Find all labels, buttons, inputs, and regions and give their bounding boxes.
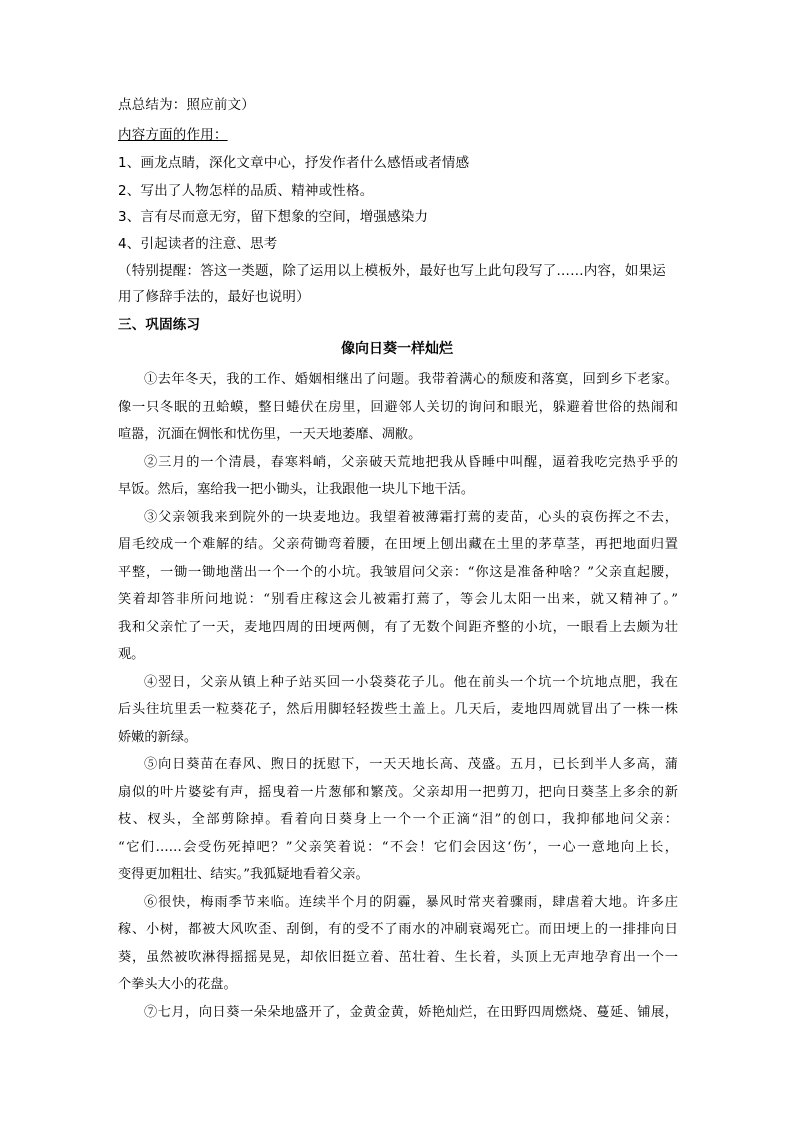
section-heading: 三、巩固练习 [118, 317, 201, 333]
story-title: 像向日葵一样灿烂 [341, 341, 453, 357]
story-line: ④翌日，父亲从镇上种子站买回一小袋葵花子儿。他在前头一个坑一个坑地点肥，我在 [144, 674, 678, 690]
story-line: ⑤向日葵苗在春风、煦日的抚慰下，一天天地长高、茂盛。五月，已长到半人多高，蒲 [144, 757, 678, 772]
story-line: 像一只冬眠的丑蛤蟆，整日蜷伏在房里，回避邻人关切的询问和眼光，躲避着世俗的热闹和 [118, 399, 678, 415]
story-body [118, 366, 678, 1026]
story-line: 眉毛绞成一个难解的结。父亲荷锄弯着腰，在田埂上刨出藏在土里的茅草茎，再把地面归置 [118, 537, 678, 552]
story-line: 变得更加粗壮、结实。”我狐疑地看着父亲。 [118, 867, 369, 882]
list-item: 1、画龙点睛，深化文章中心，抒发作者什么感悟或者情感 [118, 155, 470, 171]
story-line: 枝、杈头，全部剪除掉。看着向日葵身上一个一个正滴“泪”的创口，我抑郁地问父亲： [118, 812, 678, 827]
story-line: 早饭。然后，塞给我一把小锄头，让我跟他一块儿下地干活。 [118, 482, 475, 497]
list-item: 2、写出了人物怎样的品质、精神或性格。 [118, 183, 374, 199]
story-line: 喧嚣，沉湎在惆怅和忧伤里，一天天地萎靡、凋敝。 [118, 427, 422, 442]
special-note-line-1: （特别提醒：答这一类题，除了运用以上模板外，最好也写上此句段写了……内容，如果运 [118, 263, 666, 279]
story-line: ⑦七月，向日葵一朵朵地盛开了，金黄金黄，娇艳灿烂，在田野四周燃烧、蔓延、铺展， [144, 1004, 678, 1020]
story-line: 稼、小树，都被大风吹歪、刮倒，有的受不了雨水的冲刷衰竭死亡。而田埂上的一排排向日 [118, 922, 678, 937]
list-item: 4、引起读者的注意、思考 [118, 236, 278, 252]
story-line: 平整，一锄一锄地凿出一个一个的小坑。我皱眉问父亲：“你这是准备种啥？”父亲直起腰， [118, 564, 678, 580]
story-line: ⑥很快，梅雨季节来临。连续半个月的阴霾，暴风时常夹着骤雨，肆虐着大地。许多庄 [144, 894, 678, 910]
list-item: 3、言有尽而意无穷，留下想象的空间，增强感染力 [118, 209, 429, 225]
story-line: 后头往坑里丢一粒葵花子，然后用脚轻轻拨些土盖上。几天后，麦地四周就冒出了一株一株 [118, 702, 678, 717]
story-line: 娇嫩的新绿。 [118, 729, 198, 745]
story-line: 个拳头大小的花盘。 [118, 977, 237, 992]
story-line: 笑着却答非所问地说：“别看庄稼这会儿被霜打蔫了，等会儿太阳一出来，就又精神了。” [118, 592, 678, 607]
story-line: 扇似的叶片婆娑有声，摇曳着一片葱郁和繁茂。父亲却用一把剪刀，把向日葵茎上多余的新 [118, 784, 678, 800]
story-line: ③父亲领我来到院外的一块麦地边。我望着被薄霜打蔫的麦苗，心头的哀伤挥之不去， [144, 509, 678, 525]
story-line: 葵，虽然被吹淋得摇摇晃晃，却依旧挺立着、茁壮着、生长着，头顶上无声地孕育出一个一 [118, 949, 678, 965]
story-line: “它们……会受伤死掉吧？”父亲笑着说：“不会！它们会因这‘伤’，一心一意地向上长， [118, 839, 678, 855]
content-function-heading: 内容方面的作用： [118, 127, 228, 143]
story-line: ②三月的一个清晨，春寒料峭，父亲破天荒地把我从昏睡中叫醒，逼着我吃完热乎乎的 [144, 454, 678, 470]
special-note-line-2: 用了修辞手法的，最好也说明） [118, 289, 310, 305]
story-line: 我和父亲忙了一天，麦地四周的田埂两侧，有了无数个间距齐整的小坑，一眼看上去颇为壮 [118, 619, 678, 635]
story-line: 观。 [118, 647, 145, 662]
story-line: ①去年冬天，我的工作、婚姻相继出了问题。我带着满心的颓废和落寞，回到乡下老家。 [144, 372, 678, 387]
intro-line-0: 点总结为：照应前文） [118, 97, 255, 113]
